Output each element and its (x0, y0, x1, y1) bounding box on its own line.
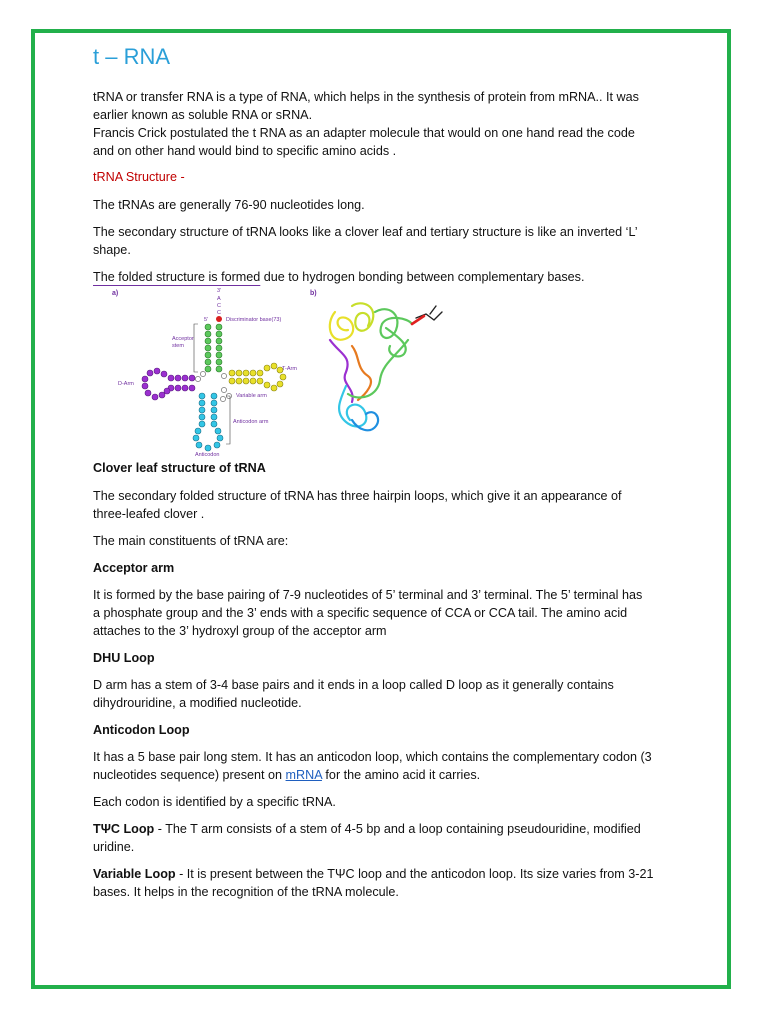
anticodon-line-1: It has a 5 base pair long stem. It has an anticodon loop, which contains the complementary codon (3 (93, 750, 652, 764)
acceptor-line-1: It is formed by the base pairing of 7-9 nucleotides of 5’ terminal and 3’ terminal. The 5’ terminal has (93, 588, 643, 602)
anticodon-arm-label: Anticodon arm (233, 419, 269, 425)
codon-text: Each codon is identified by a specific tRNA. (93, 795, 336, 809)
length-text: The tRNAs are generally 76-90 nucleotides long. (93, 198, 365, 212)
clover-line-2: three-leafed clover . (93, 507, 205, 521)
acceptor-label: Acceptor (172, 336, 194, 342)
d-arm-label: D-Arm (118, 381, 134, 387)
anticodon-line-2-post: for the amino acid it carries. (321, 768, 481, 782)
figure-label-a: a) (112, 290, 119, 297)
variable-heading: Variable Loop (93, 867, 176, 881)
variable-text: - It is present between the TΨC loop and the anticodon loop. Its size varies from 3-21 (175, 867, 654, 881)
three-prime-label: 3' (217, 288, 222, 294)
intro-line-1: tRNA or transfer RNA is a type of RNA, which helps in the synthesis of protein from mRNA.. It was (93, 90, 639, 104)
trna-figure (90, 284, 470, 464)
dhu-line-1: D arm has a stem of 3-4 base pairs and it ends in a loop called D loop as it generally contains (93, 678, 614, 692)
tpsic-line-1 (93, 820, 683, 838)
intro-line-2: earlier known as soluble RNA or sRNA. (93, 108, 313, 122)
dhu-line-2: dihydrouridine, a modified nucleotide. (93, 696, 302, 710)
stem-label: stem (172, 343, 184, 349)
anticodon-line-2 (93, 766, 683, 784)
tpsic-heading: TΨC Loop (93, 822, 155, 836)
anticodon-arm (193, 393, 223, 451)
acceptor-line-2: a phosphate group and the 3’ ends with a specific sequence of CCA or CCA tail. The amino acid (93, 606, 628, 620)
folded-rest: due to hydrogen bonding between complementary bases. (260, 270, 585, 284)
variable-line-1 (93, 865, 683, 883)
acceptor-heading: Acceptor arm (93, 561, 175, 575)
tertiary-structure (330, 303, 442, 430)
intro-line-4: and on other hand would bind to specific amino acids . (93, 144, 397, 158)
seq-c1: C (217, 303, 221, 309)
variable-line-2: bases. It helps in the recognition of the tRNA molecule. (93, 885, 399, 899)
intro-line-3: Francis Crick postulated the t RNA as an adapter molecule that would on one hand read the code (93, 126, 635, 140)
seq-a: A (217, 296, 221, 302)
acceptor-line-3: attaches to the 3’ hydroxyl group of the acceptor arm (93, 624, 387, 638)
variable-arm-label: Variable arm (236, 393, 267, 399)
secondary-line-1: The secondary structure of tRNA looks like a clover leaf and tertiary structure is like an inverted ‘L’ (93, 225, 638, 239)
clover-line-1: The secondary folded structure of tRNA has three hairpin loops, which give it an appearance of (93, 489, 622, 503)
acceptor-stem (205, 324, 222, 372)
page-title: t – RNA (93, 44, 171, 69)
t-arm-label: T-Arm (282, 366, 297, 372)
discriminator-base (216, 316, 222, 322)
mrna-link[interactable]: mRNA (285, 768, 322, 782)
secondary-line-2: shape. (93, 243, 131, 257)
constituents-text: The main constituents of tRNA are: (93, 534, 289, 548)
discriminator-label: Discriminator base(73) (226, 317, 282, 323)
figure-label-b: b) (310, 290, 317, 297)
d-arm (142, 368, 195, 400)
anticodon-label: Anticodon (195, 452, 220, 458)
seq-c2: C (217, 310, 221, 316)
dhu-heading: DHU Loop (93, 651, 155, 665)
five-prime-label: 5' (204, 317, 209, 323)
junction-bases (195, 371, 226, 381)
t-arm (229, 363, 286, 391)
tpsic-line-2: uridine. (93, 840, 135, 854)
anticodon-line-2-pre: nucleotides sequence) present on (93, 768, 286, 782)
folded-underlined: The folded structure is formed (93, 270, 261, 284)
clover-heading: Clover leaf structure of tRNA (93, 461, 266, 475)
tpsic-text: - The T arm consists of a stem of 4-5 bp and a loop containing pseudouridine, modified (154, 822, 641, 836)
structure-heading: tRNA Structure - (93, 170, 185, 184)
anticodon-heading: Anticodon Loop (93, 723, 190, 737)
